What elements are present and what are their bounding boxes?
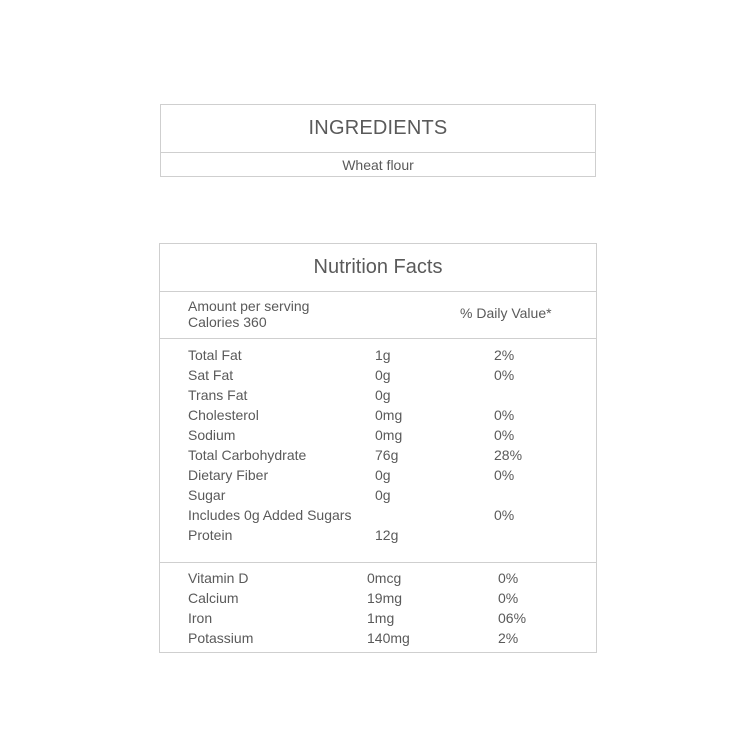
vitamin-row: [160, 628, 596, 648]
nutrient-name: Protein: [188, 527, 233, 543]
vitamin-daily-value: 0%: [498, 570, 519, 586]
vitamin-amount: 1mg: [367, 610, 395, 626]
nutrient-row: [160, 525, 596, 545]
nutrient-row: [160, 365, 596, 385]
nutrient-name: Sodium: [188, 427, 236, 443]
nutrition-title: Nutrition Facts: [160, 244, 596, 292]
nutrient-row: [160, 485, 596, 505]
nutrient-name: Cholesterol: [188, 407, 259, 423]
vitamins-section: [160, 563, 596, 653]
nutrient-amount: 0mg: [375, 407, 403, 423]
vitamin-row: [160, 608, 596, 628]
ingredients-text: Wheat flour: [342, 157, 414, 173]
nutrient-daily-value: 0%: [494, 427, 515, 443]
nutrient-row: [160, 345, 596, 365]
ingredients-panel: [160, 104, 596, 177]
nutrient-amount: 0g: [375, 367, 391, 383]
nutrient-daily-value: 0%: [494, 467, 515, 483]
nutrient-name: Trans Fat: [188, 387, 248, 403]
nutrient-row: [160, 425, 596, 445]
nutrient-daily-value: 0%: [494, 507, 515, 523]
nutrient-daily-value: 2%: [494, 347, 515, 363]
vitamin-amount: 0mcg: [367, 570, 402, 586]
nutrient-row: [160, 405, 596, 425]
nutrition-facts-panel: [159, 243, 597, 653]
nutrient-name: Sat Fat: [188, 367, 234, 383]
nutrients-section: [160, 339, 596, 563]
vitamin-name: Potassium: [188, 630, 254, 646]
nutrient-amount: 0mg: [375, 427, 403, 443]
vitamin-name: Iron: [188, 610, 213, 626]
nutrient-name: Total Carbohydrate: [188, 447, 307, 463]
nutrient-daily-value: 0%: [494, 407, 515, 423]
vitamin-name: Vitamin D: [188, 570, 249, 586]
nutrient-row: [160, 385, 596, 405]
nutrient-amount: 12g: [375, 527, 399, 543]
serving-info: [160, 292, 596, 339]
nutrient-name: Dietary Fiber: [188, 467, 269, 483]
nutrient-row: [160, 445, 596, 465]
nutrient-daily-value: 0%: [494, 367, 515, 383]
calories-label: Calories 360: [188, 314, 267, 330]
nutrient-name: Total Fat: [188, 347, 242, 363]
ingredients-title: INGREDIENTS: [161, 105, 595, 153]
vitamin-daily-value: 2%: [498, 630, 519, 646]
nutrient-row: [160, 505, 596, 525]
nutrient-daily-value: 28%: [494, 447, 523, 463]
vitamin-amount: 140mg: [367, 630, 410, 646]
vitamin-amount: 19mg: [367, 590, 403, 606]
vitamin-name: Calcium: [188, 590, 239, 606]
vitamin-row: [160, 588, 596, 608]
nutrient-amount: 76g: [375, 447, 399, 463]
daily-value-header: % Daily Value*: [460, 305, 552, 321]
nutrient-name: Includes 0g Added Sugars: [188, 507, 352, 523]
nutrient-row: [160, 465, 596, 485]
nutrient-amount: 0g: [375, 387, 391, 403]
vitamin-row: [160, 568, 596, 588]
nutrient-name: Sugar: [188, 487, 226, 503]
nutrient-amount: 0g: [375, 487, 391, 503]
nutrient-amount: 0g: [375, 467, 391, 483]
nutrient-amount: 1g: [375, 347, 391, 363]
amount-per-serving-label: Amount per serving: [188, 298, 310, 314]
vitamin-daily-value: 06%: [498, 610, 527, 626]
vitamin-daily-value: 0%: [498, 590, 519, 606]
